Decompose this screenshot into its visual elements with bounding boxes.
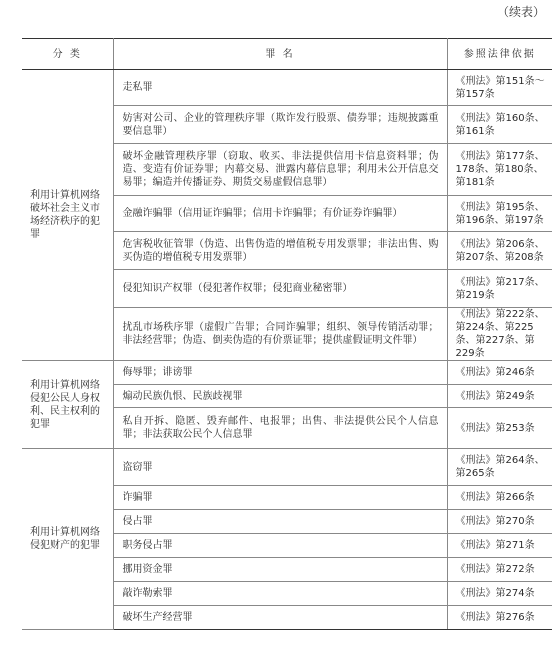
crime-cell: 金融诈骗罪（信用证诈骗罪；信用卡诈骗罪；有价证券诈骗罪） [113,196,447,232]
basis-cell: 《刑法》第217条、第219条 [447,270,552,308]
basis-cell: 《刑法》第264条、第265条 [447,449,552,486]
crime-cell: 侵犯知识产权罪（侵犯著作权罪；侵犯商业秘密罪） [113,270,447,308]
table-header-row [22,39,552,70]
crime-cell: 诈骗罪 [113,486,447,510]
table-row [22,449,552,486]
crime-cell: 破坏金融管理秩序罪（窃取、收买、非法提供信用卡信息资料罪；伪造、变造有价证券罪；内幕交易、泄露内幕信息罪；利用未公开信息交易罪；编造并传播证券、期货交易虚假信息罪） [113,144,447,196]
table-row [22,361,552,385]
crime-cell: 职务侵占罪 [113,534,447,558]
basis-cell: 《刑法》第160条、第161条 [447,106,552,144]
basis-cell: 《刑法》第206条、第207条、第208条 [447,232,552,270]
crime-cell: 挪用资金罪 [113,558,447,582]
category-cell: 利用计算机网络侵犯公民人身权利、民主权利的犯罪 [22,361,113,449]
crime-cell: 破坏生产经营罪 [113,606,447,630]
header-category: 分 类 [22,39,113,70]
crime-cell: 走私罪 [113,70,447,106]
header-crime: 罪 名 [113,39,447,70]
basis-cell: 《刑法》第272条 [447,558,552,582]
crime-law-table [22,38,552,630]
crime-cell: 妨害对公司、企业的管理秩序罪（欺诈发行股票、债券罪；违规披露重要信息罪） [113,106,447,144]
crime-cell: 私自开拆、隐匿、毁弃邮件、电报罪；出售、非法提供公民个人信息罪；非法获取公民个人信息罪 [113,408,447,449]
basis-cell: 《刑法》第253条 [447,408,552,449]
crime-cell: 盗窃罪 [113,449,447,486]
basis-cell: 《刑法》第151条～第157条 [447,70,552,106]
continued-label: （续表） [496,5,545,19]
basis-cell: 《刑法》第271条 [447,534,552,558]
basis-cell: 《刑法》第266条 [447,486,552,510]
table-row [22,70,552,106]
basis-cell: 《刑法》第276条 [447,606,552,630]
header-basis: 参照法律依据 [447,39,552,70]
basis-cell: 《刑法》第249条 [447,385,552,408]
crime-cell: 危害税收征管罪（伪造、出售伪造的增值税专用发票罪；非法出售、购买伪造的增值税专用发票罪） [113,232,447,270]
crime-cell: 敲诈勒索罪 [113,582,447,606]
category-cell: 利用计算机网络破坏社会主义市场经济秩序的犯罪 [22,70,113,361]
crime-cell: 侵占罪 [113,510,447,534]
basis-cell: 《刑法》第246条 [447,361,552,385]
crime-cell: 煽动民族仇恨、民族歧视罪 [113,385,447,408]
basis-cell: 《刑法》第195条、第196条、第197条 [447,196,552,232]
basis-cell: 《刑法》第274条 [447,582,552,606]
crime-cell: 扰乱市场秩序罪（虚假广告罪；合同诈骗罪；组织、领导传销活动罪；非法经营罪；伪造、倒卖伪造的有价票证罪；提供虚假证明文件罪） [113,308,447,361]
crime-cell: 侮辱罪；诽谤罪 [113,361,447,385]
basis-cell: 《刑法》第222条、第224条、第225条、第227条、第229条 [447,308,552,361]
basis-cell: 《刑法》第270条 [447,510,552,534]
basis-cell: 《刑法》第177条、178条、第180条、第181条 [447,144,552,196]
category-cell: 利用计算机网络侵犯财产的犯罪 [22,449,113,630]
